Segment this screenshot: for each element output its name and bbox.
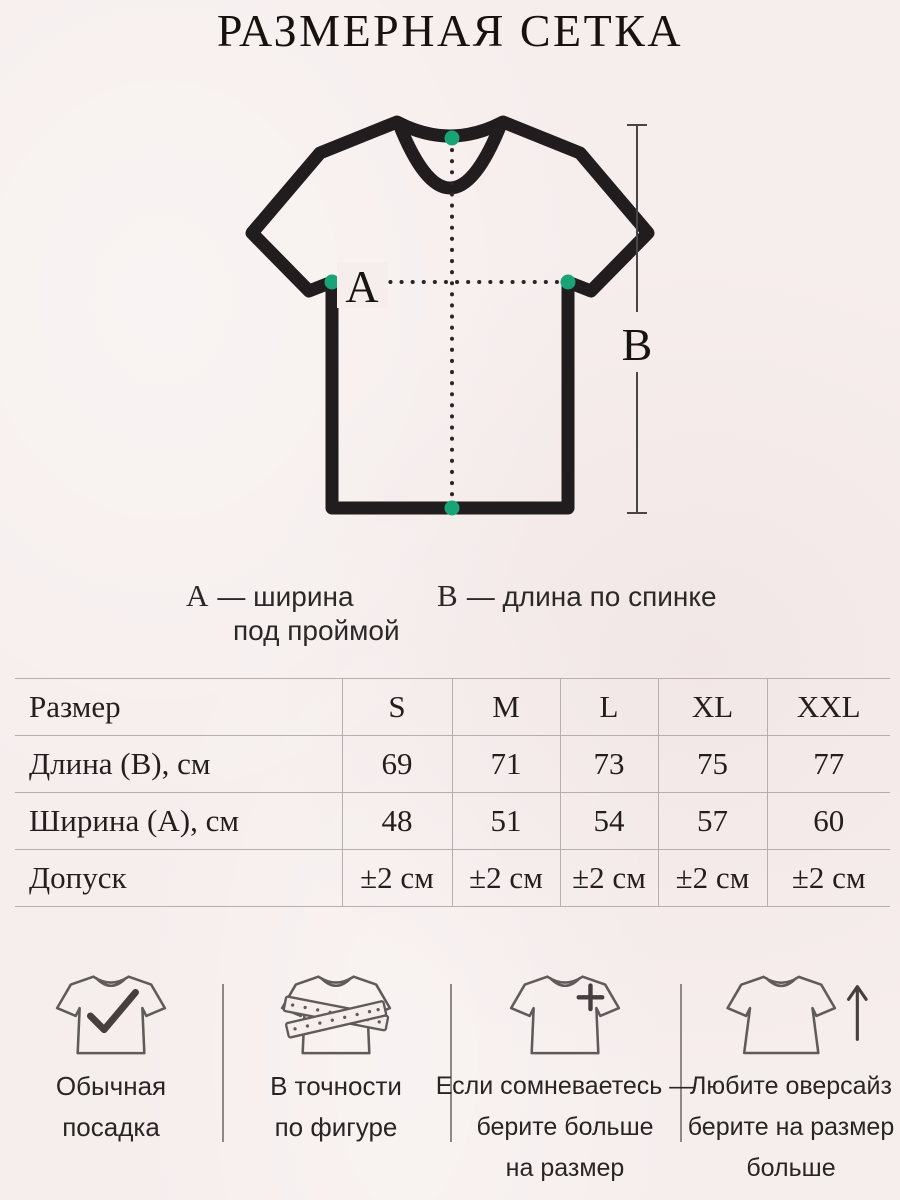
legend-length-text: — длина по спинке xyxy=(466,581,717,612)
row-label: Ширина (A), см xyxy=(15,793,342,850)
table-cell: 73 xyxy=(560,736,658,793)
size-table-row-width xyxy=(15,793,890,850)
size-table-row-tolerance xyxy=(15,850,890,907)
table-cell: ±2 см xyxy=(767,850,890,907)
table-cell: 60 xyxy=(767,793,890,850)
fit-item-exact-fit xyxy=(224,963,448,1148)
size-table-row-length xyxy=(15,736,890,793)
fit-caption: Любите оверсайз берите на размер больше xyxy=(687,1072,895,1182)
size-table-header-cell: S xyxy=(342,679,452,736)
size-table-header-cell: L xyxy=(560,679,658,736)
tshirt-oversize-arrow-icon xyxy=(711,963,871,1061)
fit-caption: Обычная посадка xyxy=(55,1071,167,1142)
legend-width-text: — ширина xyxy=(217,581,354,612)
table-cell: ±2 см xyxy=(658,850,767,907)
tshirt-plus-icon xyxy=(501,963,629,1061)
legend-width xyxy=(186,578,354,614)
table-cell: 69 xyxy=(342,736,452,793)
fit-item-oversize xyxy=(682,963,900,1189)
hem-point xyxy=(445,501,460,516)
table-cell: 57 xyxy=(658,793,767,850)
table-cell: 71 xyxy=(452,736,560,793)
fit-caption: Если сомневаетесь — берите больше на размер xyxy=(435,1072,695,1182)
legend-width-text-line2: под проймой xyxy=(233,615,400,646)
size-table-header-row xyxy=(15,679,890,736)
page-title: РАЗМЕРНАЯ СЕТКА xyxy=(216,5,684,56)
collar-point xyxy=(445,131,460,146)
fit-item-regular xyxy=(0,963,222,1148)
legend-length-letter: B xyxy=(437,578,458,613)
table-cell: 75 xyxy=(658,736,767,793)
table-cell: 77 xyxy=(767,736,890,793)
size-table-header-cell: M xyxy=(452,679,560,736)
length-label-b: B xyxy=(621,319,653,370)
table-cell: ±2 см xyxy=(560,850,658,907)
tshirt-measuring-tape-icon xyxy=(272,963,400,1061)
legend-width-letter: A xyxy=(186,578,209,613)
width-label-a: A xyxy=(345,261,379,312)
fit-caption: В точности по фигуре xyxy=(270,1071,402,1142)
table-cell: ±2 см xyxy=(452,850,560,907)
tshirt-measurement-diagram xyxy=(0,90,900,570)
table-cell: 48 xyxy=(342,793,452,850)
size-table-header-cell: Размер xyxy=(15,679,342,736)
row-label: Допуск xyxy=(15,850,342,907)
up-arrow xyxy=(849,987,867,1040)
legend-length xyxy=(437,578,717,614)
right-armpit-point xyxy=(561,275,576,290)
tshirt-outline xyxy=(252,122,648,508)
size-table-header-cell: XL xyxy=(658,679,767,736)
row-label: Длина (B), см xyxy=(15,736,342,793)
size-table-header-cell: XXL xyxy=(767,679,890,736)
size-table xyxy=(15,678,890,907)
table-cell: 54 xyxy=(560,793,658,850)
table-cell: ±2 см xyxy=(342,850,452,907)
fit-item-size-up-if-unsure xyxy=(435,963,695,1189)
tshirt-checkmark-icon xyxy=(47,963,175,1061)
table-cell: 51 xyxy=(452,793,560,850)
